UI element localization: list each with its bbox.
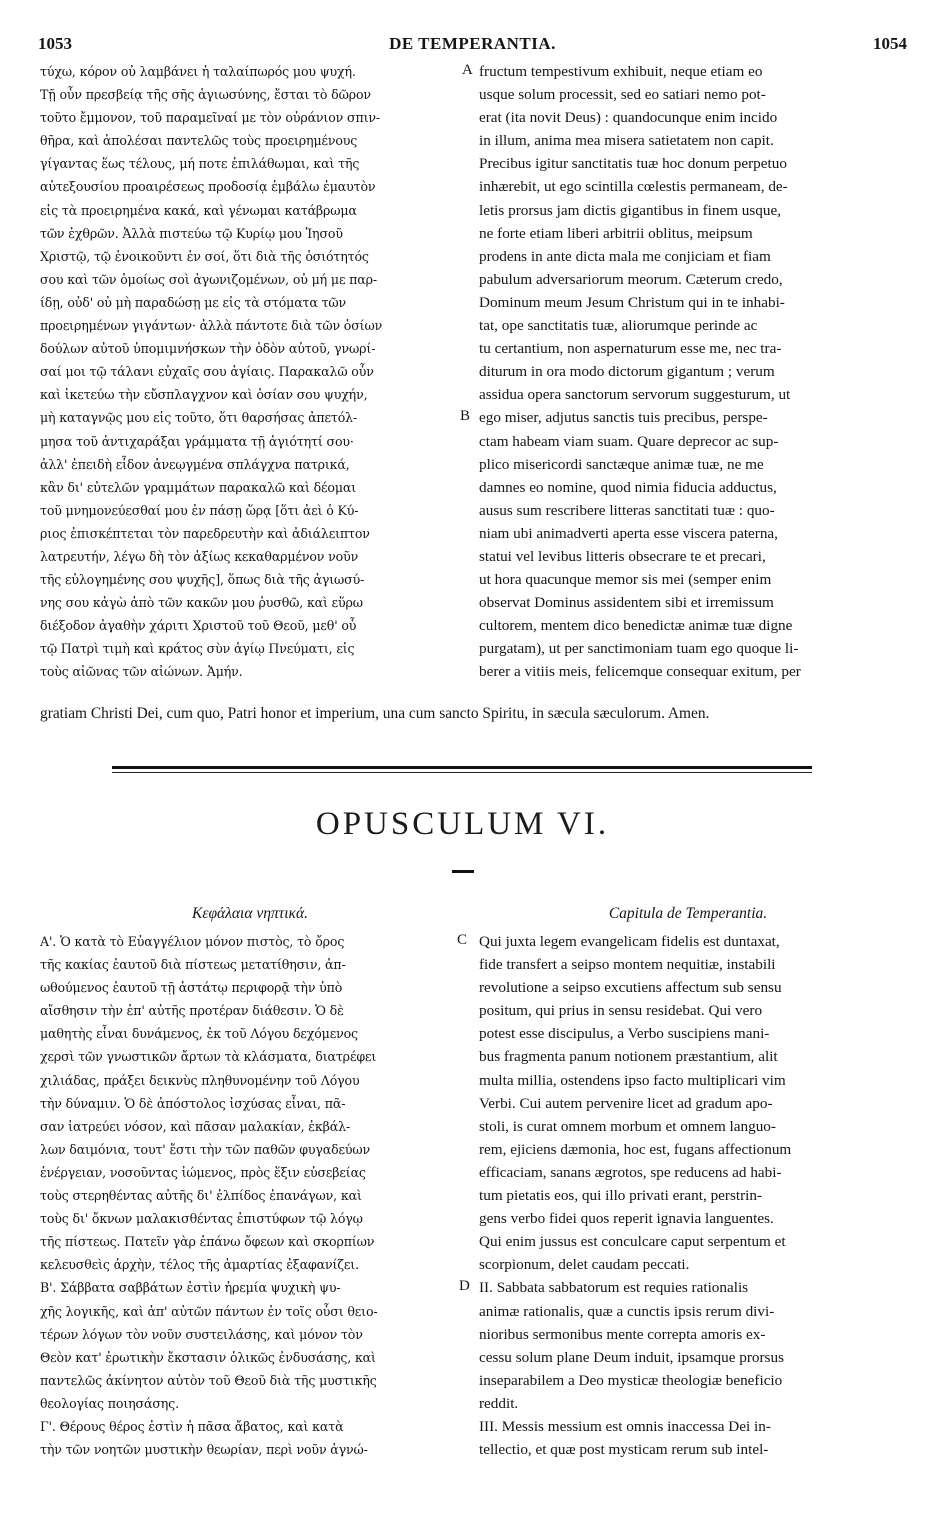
section-divider-thin bbox=[112, 772, 812, 773]
text-line: inhærebit, ut ego scintilla cœlestis permaneam, de- bbox=[479, 178, 788, 196]
running-title: DE TEMPERANTIA. bbox=[389, 34, 556, 53]
text-line: χῆς λογικῆς, καὶ ἀπ' αὐτῶν πάντων ἐν τοῖς οὖσι θειο- bbox=[40, 1303, 378, 1319]
text-line: Τῇ οὖν πρεσβείᾳ τῆς σῆς ἁγιωσύνης, ἔσται τὸ δῶρον bbox=[40, 87, 371, 103]
margin-marker-b: B bbox=[460, 408, 471, 424]
text-line: διέξοδον ἀγαθὴν χάριτι Χριστοῦ τοῦ Θεοῦ, μεθ' οὗ bbox=[40, 618, 357, 634]
text-line: τοὺς δι' ὄκνων μαλακισθέντας ἐπιστύφων τῷ λόγῳ bbox=[40, 1211, 363, 1227]
text-line: σου καὶ τῶν ὁμοίως σοὶ ἀγωνιζομένων, οὐ μή με παρ- bbox=[40, 271, 378, 287]
text-line: καὶ ἱκετεύω τὴν εὔσπλαγχνον καὶ ὁσίαν σου ψυχήν, bbox=[40, 387, 368, 403]
text-line: χερσὶ τῶν γνωστικῶν ἄρτων τὰ κλάσματα, διατρέφει bbox=[40, 1049, 377, 1065]
text-line: II. Sabbata sabbatorum est requies rationalis bbox=[479, 1279, 749, 1297]
text-line: cessu solum plane Deum induit, ipsamque prorsus bbox=[479, 1348, 784, 1366]
text-line: bus fragmenta panum notionem præstantium, alit bbox=[479, 1048, 778, 1066]
text-line: τὴν δύναμιν. Ὁ δὲ ἀπόστολος ἰσχύσας εἶναι, πᾶ- bbox=[40, 1095, 346, 1111]
page-header bbox=[38, 34, 907, 56]
text-line: positum, qui prius in sensu residebat. Qui vero bbox=[479, 1002, 763, 1020]
margin-marker-a: A bbox=[462, 62, 473, 78]
text-line: ctam habeam viam suam. Quare deprecor ac sup- bbox=[479, 432, 779, 450]
greek-column-bottom bbox=[40, 930, 460, 1461]
text-line: αὐτεξουσίου προαιρέσεως προδοσίᾳ ἐμβάλω ἐμαυτὸν bbox=[40, 179, 376, 195]
text-line: ne forte etiam liberi arbitrii oblitus, meipsum bbox=[479, 224, 753, 242]
text-line: usque solum processit, sed eo satiari nemo pot- bbox=[479, 86, 766, 104]
text-line: τοῦτο ἔμμονον, τοῦ παραμεῖναί με τὸν οὐράνιον σπιν- bbox=[40, 110, 380, 126]
text-line: erat (ita novit Deus) : quandocunque enim incido bbox=[479, 109, 778, 127]
text-line: τῆς κακίας ἑαυτοῦ διὰ πίστεως μετατίθησιν, ἀπ- bbox=[40, 957, 346, 973]
margin-marker-d: D bbox=[459, 1278, 470, 1294]
text-line: ut hora quacunque memor sis mei (semper enim bbox=[479, 571, 772, 589]
text-line: tat, ope sanctitatis tuæ, aliorumque perinde ac bbox=[479, 317, 758, 335]
text-line: Dominum meum Jesum Christum qui in te inhabi- bbox=[479, 293, 785, 311]
text-line: ego miser, adjutus sanctis tuis precibus, perspe- bbox=[479, 409, 768, 427]
page-number-right: 1054 bbox=[873, 34, 907, 53]
text-line: τέρων λόγων τὸν νοῦν συστειλάσης, καὶ μόνον τὸν bbox=[40, 1326, 363, 1342]
text-line: tellectio, et quæ post mysticam rerum sub intel- bbox=[479, 1441, 769, 1459]
text-line: observat Dominus assidentem sibi et irremissum bbox=[479, 594, 774, 612]
text-line: scorpionum, delet caudam peccati. bbox=[479, 1256, 690, 1274]
text-line: τῶν ἐχθρῶν. Ἀλλὰ πιστεύω τῷ Κυρίῳ μου Ἰησοῦ bbox=[40, 225, 343, 241]
text-line: εἰς τὰ προειρημένα κακά, καὶ γένωμαι κατάβρωμα bbox=[40, 202, 357, 218]
text-line: tu certantium, non aspernaturum esse me, nec tra- bbox=[479, 340, 782, 358]
text-line: purgatam), ut per sanctimoniam tuam ego quoque li- bbox=[479, 640, 799, 658]
text-line: plico misericordi sanctæque animæ tuæ, ne me bbox=[479, 455, 764, 473]
text-line: fide transfert a seipso montem nequitiæ, instabili bbox=[479, 956, 776, 974]
text-line: Α'. Ὁ κατὰ τὸ Εὐαγγέλιον μόνον πιστὸς, τὸ ὄρος bbox=[40, 934, 345, 949]
text-line: λατρευτήν, λέγω δὴ τὸν ἀξίως κεκαθαρμένον νοῦν bbox=[40, 548, 359, 564]
text-line: damnes eo nomine, quod nimia fiducia adductus, bbox=[479, 478, 777, 496]
latin-section-heading: Capitula de Temperantia. bbox=[608, 905, 768, 922]
text-line: letis prorsus jam dictis gigantibus in finem usque, bbox=[479, 201, 782, 219]
text-line: potest esse discipulus, a Verbo suscipiens mani- bbox=[479, 1025, 770, 1043]
text-line: Precibus igitur sanctitatis tuæ hoc donum perpetuo bbox=[479, 155, 787, 173]
text-line: μαθητὴς εἶναι δυνάμενος, ἐκ τοῦ Λόγου δεχόμενος bbox=[40, 1026, 358, 1042]
text-line: Qui juxta legem evangelicam fidelis est duntaxat, bbox=[479, 933, 780, 950]
latin-column-top bbox=[479, 60, 899, 684]
text-line: τῷ Πατρὶ τιμὴ καὶ κράτος σὺν ἁγίῳ Πνεύματι, εἰς bbox=[40, 641, 355, 657]
text-line: in illum, anima mea misera satietatem non capit. bbox=[479, 132, 774, 150]
text-line: ausus sum rescribere litteras sanctitati tuæ : quo- bbox=[479, 501, 775, 519]
closing-full-width-line: gratiam Christi Dei, cum quo, Patri honor et imperium, una cum sancto Spiritu, in sæcula sæculorum. Amen. bbox=[40, 705, 710, 722]
text-line: Β'. Σάββατα σαββάτων ἐστὶν ἠρεμία ψυχικὴ ψυ- bbox=[40, 1280, 341, 1296]
text-line: Χριστῷ, τῷ ἐνοικοῦντι ἐν σοί, ὅτι διὰ τῆς ὁσιότητός bbox=[40, 248, 369, 264]
text-line: τὴν τῶν νοητῶν μυστικὴν θεωρίαν, περὶ νοῦν ἀγνώ- bbox=[40, 1442, 368, 1458]
text-line: ωθούμενος ἑαυτοῦ τῇ ἀστάτῳ περιφορᾷ τὴν ὑπὸ bbox=[40, 980, 343, 996]
text-line: μὴ καταγνῷς μου εἰς τοῦτο, ὅτι θαρσήσας ἀπετόλ- bbox=[40, 410, 358, 426]
text-line: revolutione a seipso excutiens affectum sub sensu bbox=[479, 979, 782, 997]
text-line: Qui enim jussus est conculcare caput serpentum et bbox=[479, 1233, 786, 1251]
greek-column-top bbox=[40, 60, 458, 684]
text-line: αἴσθησιν τὴν ἐπ' αὐτῆς προτέραν διάθεσιν. Ὁ δὲ bbox=[40, 1003, 344, 1019]
text-line: τοὺς στερηθέντας αὐτῆς δι' ἐλπίδος ἐπανάγων, καὶ bbox=[40, 1188, 362, 1204]
text-line: δούλων αὐτοῦ ὑπομιμνήσκων τὴν ὁδὸν αὐτοῦ, γνωρί- bbox=[40, 341, 376, 357]
text-line: θεολογίας ποιησάσης. bbox=[40, 1395, 179, 1411]
text-line: τῆς πίστεως. Πατεῖν γὰρ ἐπάνω ὄφεων καὶ σκορπίων bbox=[40, 1234, 375, 1250]
text-line: pabulum adversariorum meorum. Cæterum credo, bbox=[479, 270, 783, 288]
title-dash bbox=[452, 870, 474, 873]
text-line: παντελῶς ἀκίνητον αὐτὸν τοῦ Θεοῦ διὰ τῆς μυστικῆς bbox=[40, 1372, 377, 1388]
text-line: μησα τοῦ ἀντιχαράξαι γράμματα τῇ ἁγιότητί σου· bbox=[40, 433, 354, 449]
text-line: III. Messis messium est omnis inaccessa Dei in- bbox=[479, 1417, 771, 1435]
text-line: animæ rationalis, quæ a cunctis ipsis rerum divi- bbox=[479, 1302, 775, 1320]
text-line: assidua opera sanctorum servorum suggesturum, ut bbox=[479, 386, 791, 404]
text-line: σαί μοι τῷ τάλανι εὐχαῖς σου ἁγίαις. Παρακαλῶ οὖν bbox=[40, 364, 374, 380]
text-line: τοὺς αἰῶνας τῶν αἰώνων. Ἀμήν. bbox=[40, 664, 243, 680]
text-line: gens verbo fidei quos reperit ignavia languentes. bbox=[479, 1210, 774, 1228]
text-line: χιλιάδας, πράξει δεικνὺς πληθυνομένην τοῦ Λόγου bbox=[40, 1072, 360, 1088]
text-line: berer a vitiis meis, felicemque consequar exitum, per bbox=[479, 663, 801, 681]
opusculum-title: OPUSCULUM VI. bbox=[315, 806, 610, 842]
text-line: ίδῃ, οὐδ' οὐ μὴ παραδώσῃ με εἰς τὰ στόματα τῶν bbox=[40, 294, 347, 310]
text-line: fructum tempestivum exhibuit, neque etiam eo bbox=[479, 63, 763, 80]
text-line: ἐνέργειαν, νοσοῦντας ἰώμενος, πρὸς ἕξιν εὐσεβείας bbox=[40, 1164, 366, 1180]
text-line: θῆρα, καὶ ἀπολέσαι παντελῶς τοὺς προειρημένους bbox=[40, 133, 358, 149]
text-line: σαν ἰατρεύει νόσον, καὶ πᾶσαν μαλακίαν, ἐκβάλ- bbox=[40, 1118, 351, 1134]
text-line: multa millia, ostendens ipso facto multiplicari vim bbox=[479, 1071, 786, 1089]
text-line: τῆς εὐλογημένης σου ψυχῆς], ὅπως διὰ τῆς ἁγιωσύ- bbox=[40, 572, 365, 588]
text-line: κελευσθεὶς ἀρχὴν, τέλος τῆς ἁμαρτίας ἐξαφανίζει. bbox=[40, 1257, 359, 1273]
latin-column-bottom bbox=[479, 930, 899, 1461]
text-line: κἂν δι' εὐτελῶν γραμμάτων παρακαλῶ καὶ δέομαι bbox=[40, 479, 357, 495]
page-number-left: 1053 bbox=[38, 34, 72, 53]
text-line: τύχω, κόρον οὐ λαμβάνει ἡ ταλαίπωρός μου ψυχή. bbox=[40, 64, 356, 79]
margin-marker-c: C bbox=[457, 932, 468, 948]
text-line: cultorem, mentem dico benedictæ animæ tuæ digne bbox=[479, 617, 793, 635]
text-line: rem, ejiciens dæmonia, hoc est, fugans affectionum bbox=[479, 1140, 792, 1158]
text-line: stoli, is curat omnem morbum et omnem languo- bbox=[479, 1117, 776, 1135]
text-line: niam ubi animadverti aperta esse viscera paterna, bbox=[479, 524, 778, 542]
text-line: γίγαντας ἕως τέλους, μή ποτε ἐπιλάθωμαι, καὶ τῆς bbox=[40, 156, 360, 172]
text-line: λων δαιμόνια, τουτ' ἔστι τὴν τῶν παθῶν φυγαδεύων bbox=[40, 1141, 371, 1157]
greek-section-heading: Κεφάλαια νηπτικά. bbox=[192, 905, 308, 922]
text-line: prodens in ante dicta mala me conjiciam et fiam bbox=[479, 247, 771, 265]
text-line: inseparabilem a Deo mysticæ theologiæ beneficio bbox=[479, 1371, 783, 1389]
text-line: Verbi. Cui autem pervenire licet ad gradum apo- bbox=[479, 1094, 773, 1112]
text-line: Γ'. Θέρους θέρος ἐστὶν ἡ πᾶσα ἄβατος, καὶ κατὰ bbox=[40, 1418, 344, 1434]
text-line: ἀλλ' ἐπειδὴ εἶδον ἀνεῳγμένα σπλάγχνα πατρικά, bbox=[40, 456, 350, 472]
text-line: Θεὸν κατ' ἐρωτικὴν ἔκστασιν ὁλικῶς ἐνδυσάσης, καὶ bbox=[40, 1349, 376, 1365]
text-line: τοῦ μνημονεύεσθαί μου ἐν πάσῃ ὥρᾳ [ὅτι ἀεὶ ὁ Κύ- bbox=[40, 502, 359, 518]
text-line: reddit. bbox=[479, 1394, 519, 1412]
text-line: efficaciam, sanans ægrotos, spe reducens ad habi- bbox=[479, 1163, 782, 1181]
text-line: προειρημένων γιγάντων· ἀλλὰ πάντοτε διὰ τῶν ὁσίων bbox=[40, 318, 383, 334]
text-line: ριος ἐπισκέπτεται τὸν παρεδρευτὴν καὶ ἀδιάλειπτον bbox=[40, 525, 370, 541]
text-line: diturum in ora modo dictorum gigantum ; verum bbox=[479, 363, 775, 381]
text-line: nioribus sermonibus mente correpta amoris ex- bbox=[479, 1325, 766, 1343]
text-line: tum pietatis eos, qui illo privati erant, perstrin- bbox=[479, 1187, 763, 1205]
text-line: νης σου κἀγὼ ἀπὸ τῶν κακῶν μου ῥυσθῶ, καὶ εὕρω bbox=[40, 595, 363, 611]
text-line: statui vel levibus litteris obsecrare te et precari, bbox=[479, 547, 766, 565]
